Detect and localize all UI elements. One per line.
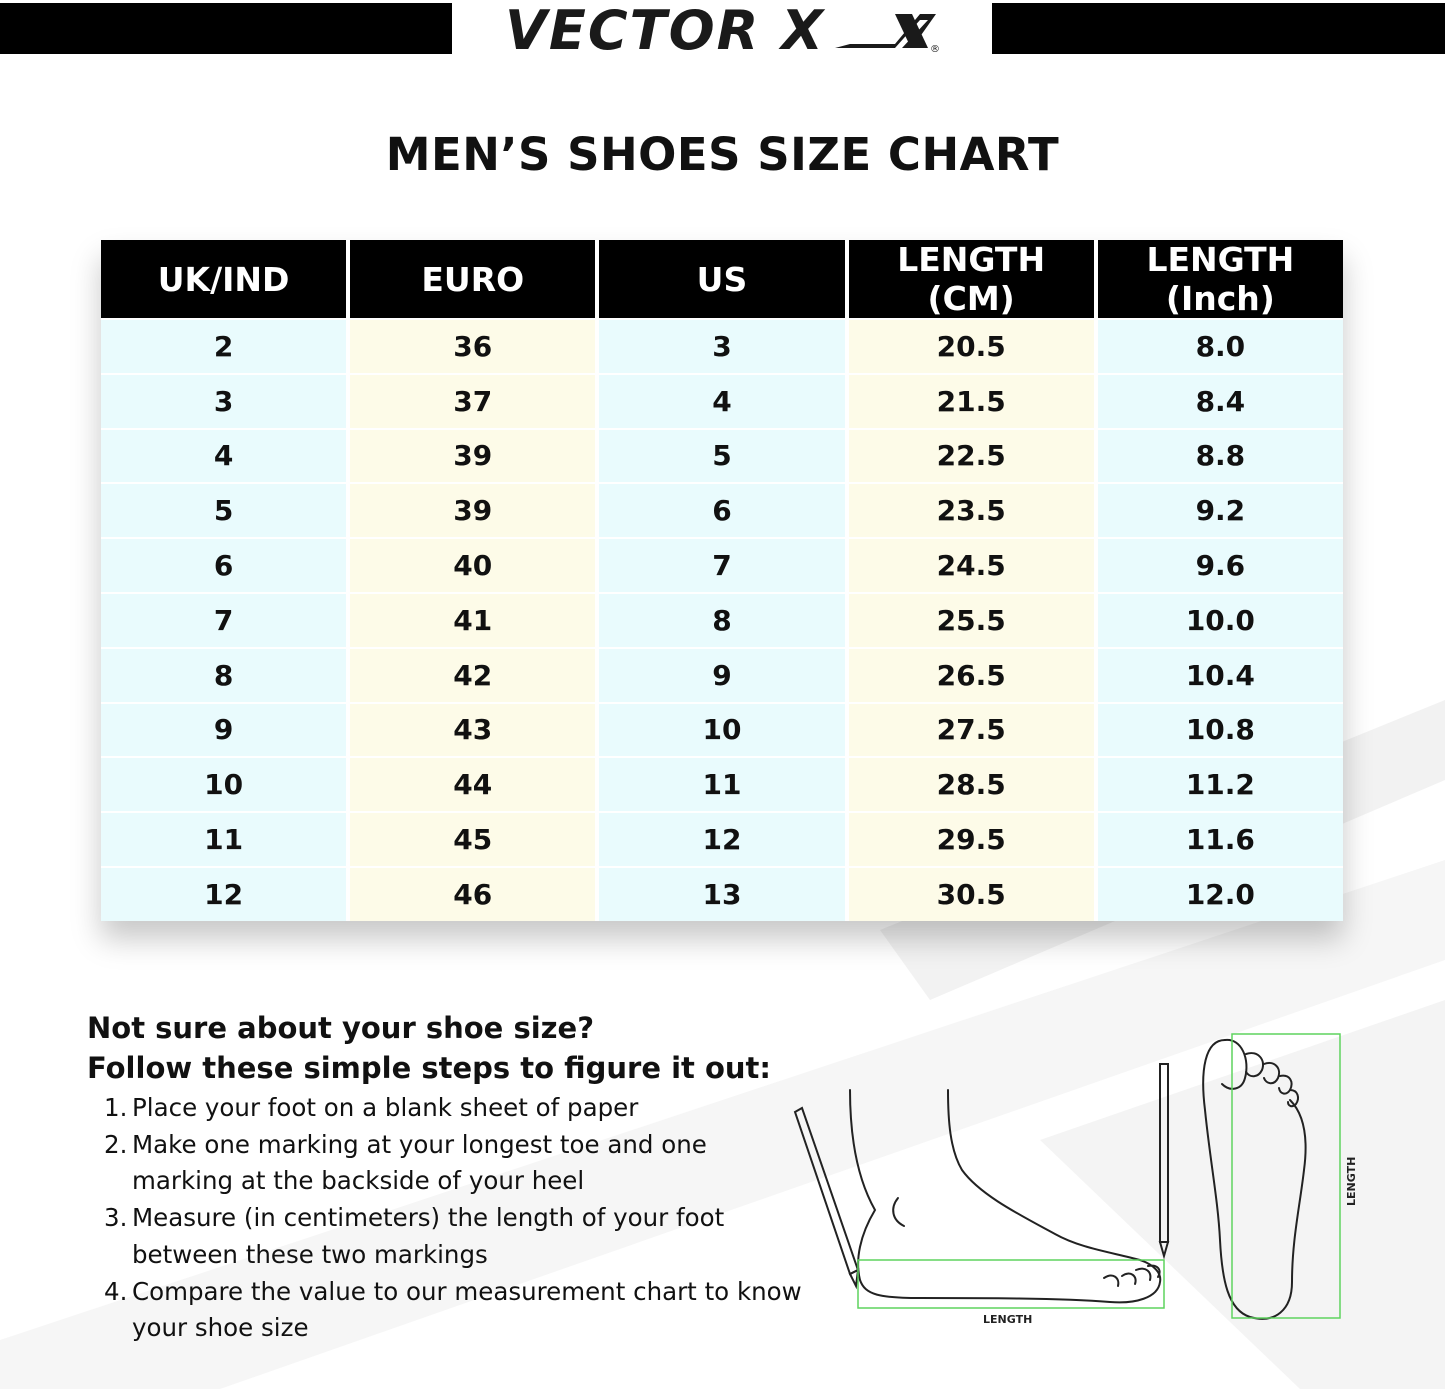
table-cell: 5 xyxy=(101,482,346,537)
table-cell: 40 xyxy=(350,537,595,592)
table-cell: 10 xyxy=(101,756,346,811)
table-cell: 6 xyxy=(599,482,844,537)
list-item xyxy=(104,1090,814,1127)
column-header: LENGTH (Inch) xyxy=(1098,240,1343,318)
column-header: UK/IND xyxy=(101,240,346,318)
table-cell: 44 xyxy=(350,756,595,811)
column-header: US xyxy=(599,240,844,318)
table-cell: 29.5 xyxy=(849,811,1094,866)
table-cell: 3 xyxy=(599,318,844,373)
table-cell: 24.5 xyxy=(849,537,1094,592)
table-cell: 9 xyxy=(599,647,844,702)
table-row xyxy=(101,647,1343,702)
brand-wordmark: VECTOR X xyxy=(505,0,826,62)
table-cell: 22.5 xyxy=(849,428,1094,483)
table-cell: 41 xyxy=(350,592,595,647)
table-cell: 11.2 xyxy=(1098,756,1343,811)
step-text: Measure (in centimeters) the length of your foot between these two markings xyxy=(132,1203,725,1269)
table-cell: 26.5 xyxy=(849,647,1094,702)
table-cell: 8.8 xyxy=(1098,428,1343,483)
page-title: MEN’S SHOES SIZE CHART xyxy=(385,128,1060,181)
table-cell: 9.2 xyxy=(1098,482,1343,537)
table-row xyxy=(101,592,1343,647)
table-row xyxy=(101,537,1343,592)
table-row xyxy=(101,811,1343,866)
help-question: Not sure about your shoe size? xyxy=(87,1011,595,1045)
table-cell: 8.0 xyxy=(1098,318,1343,373)
list-item xyxy=(104,1200,814,1273)
brand-logo xyxy=(500,0,945,62)
size-chart-table xyxy=(101,240,1343,921)
brand-x-icon xyxy=(835,14,936,48)
table-cell: 39 xyxy=(350,428,595,483)
table-row xyxy=(101,866,1343,921)
table-cell: 11 xyxy=(101,811,346,866)
table-cell: 23.5 xyxy=(849,482,1094,537)
header-bar-right xyxy=(992,3,1445,54)
column-header: LENGTH (CM) xyxy=(849,240,1094,318)
table-cell: 13 xyxy=(599,866,844,921)
table-cell: 25.5 xyxy=(849,592,1094,647)
table-row xyxy=(101,756,1343,811)
table-header-row xyxy=(101,240,1343,318)
table-row xyxy=(101,373,1343,428)
table-cell: 43 xyxy=(350,702,595,757)
table-cell: 42 xyxy=(350,647,595,702)
table-row xyxy=(101,318,1343,373)
table-cell: 4 xyxy=(599,373,844,428)
list-item xyxy=(104,1274,814,1347)
step-number: 3. xyxy=(104,1203,128,1233)
table-cell: 11.6 xyxy=(1098,811,1343,866)
table-cell: 21.5 xyxy=(849,373,1094,428)
table-cell: 7 xyxy=(599,537,844,592)
step-text: Make one marking at your longest toe and one marking at the backside of your heel xyxy=(132,1129,707,1196)
foot-top-view-icon xyxy=(1203,1040,1305,1319)
foot-measurement-illustration xyxy=(780,1020,1380,1360)
table-cell: 12.0 xyxy=(1098,866,1343,921)
table-cell: 10.8 xyxy=(1098,702,1343,757)
table-cell: 10.4 xyxy=(1098,647,1343,702)
table-cell: 8 xyxy=(101,647,346,702)
pencil-icon xyxy=(1160,1064,1168,1256)
table-row xyxy=(101,482,1343,537)
registered-mark: ® xyxy=(930,44,940,55)
table-cell: 27.5 xyxy=(849,702,1094,757)
table-cell: 7 xyxy=(101,592,346,647)
table-cell: 46 xyxy=(350,866,595,921)
table-row xyxy=(101,702,1343,757)
step-number: 2. xyxy=(104,1129,128,1159)
table-cell: 10.0 xyxy=(1098,592,1343,647)
table-cell: 3 xyxy=(101,373,346,428)
length-label-vertical: LENGTH xyxy=(1345,1156,1358,1206)
table-cell: 6 xyxy=(101,537,346,592)
table-cell: 30.5 xyxy=(849,866,1094,921)
column-header: EURO xyxy=(350,240,595,318)
table-cell: 39 xyxy=(350,482,595,537)
table-cell: 11 xyxy=(599,756,844,811)
table-cell: 36 xyxy=(350,318,595,373)
table-cell: 28.5 xyxy=(849,756,1094,811)
step-number: 1. xyxy=(104,1093,128,1122)
step-text: Compare the value to our measurement chart to know your shoe size xyxy=(132,1276,802,1343)
table-cell: 4 xyxy=(101,428,346,483)
step-text: Place your foot on a blank sheet of paper xyxy=(132,1093,639,1122)
table-cell: 45 xyxy=(350,811,595,866)
table-row xyxy=(101,428,1343,483)
table-cell: 10 xyxy=(599,702,844,757)
table-cell: 8.4 xyxy=(1098,373,1343,428)
foot-side-view-icon xyxy=(850,1090,1160,1302)
pencil-icon xyxy=(795,1108,858,1286)
help-subtitle: Follow these simple steps to figure it out: xyxy=(87,1051,772,1085)
table-cell: 8 xyxy=(599,592,844,647)
table-cell: 9.6 xyxy=(1098,537,1343,592)
table-cell: 2 xyxy=(101,318,346,373)
step-number: 4. xyxy=(104,1276,128,1306)
table-cell: 5 xyxy=(599,428,844,483)
table-cell: 9 xyxy=(101,702,346,757)
table-cell: 20.5 xyxy=(849,318,1094,373)
steps-list xyxy=(104,1090,814,1347)
length-label: LENGTH xyxy=(983,1313,1033,1326)
header-bar-left xyxy=(0,3,452,54)
help-section-heading xyxy=(87,1008,771,1088)
list-item xyxy=(104,1127,814,1200)
table-cell: 12 xyxy=(101,866,346,921)
table-cell: 12 xyxy=(599,811,844,866)
table-cell: 37 xyxy=(350,373,595,428)
